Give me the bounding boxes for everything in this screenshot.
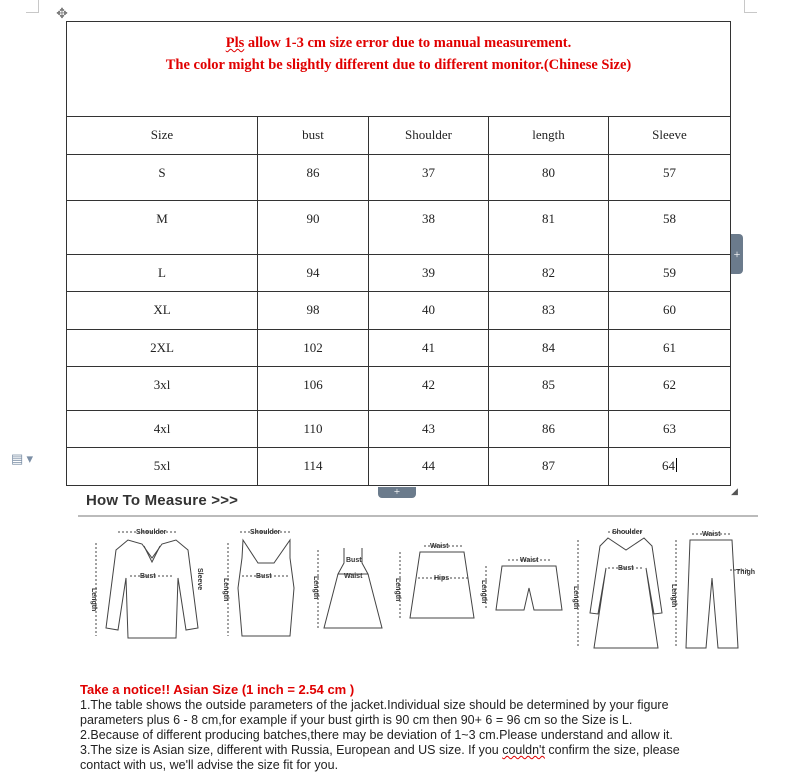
label-length: Length (394, 578, 401, 602)
table-row (67, 411, 731, 448)
label-length: Length (480, 580, 487, 604)
sleeve-cell[interactable] (609, 448, 731, 486)
shoulder-cell[interactable]: 44 (369, 448, 489, 486)
tank-top-diagram (222, 529, 294, 636)
sleeve-cell[interactable]: 58 (609, 201, 731, 255)
header-bust[interactable]: bust (258, 117, 369, 155)
shoulder-cell[interactable]: 38 (369, 201, 489, 255)
label-shoulder: Shoulder (612, 529, 643, 536)
sleeve-cell[interactable]: 61 (609, 330, 731, 367)
bust-cell[interactable]: 98 (258, 292, 369, 330)
size-cell[interactable]: 5xl (67, 448, 258, 486)
label-bust: Bust (346, 557, 362, 564)
dress-diagram (312, 548, 382, 628)
blouse-diagram (90, 529, 203, 638)
label-length: Length (312, 576, 319, 600)
text-cursor (676, 458, 677, 472)
shoulder-cell[interactable]: 40 (369, 292, 489, 330)
size-cell[interactable]: S (67, 155, 258, 201)
length-cell[interactable]: 85 (489, 367, 609, 411)
label-hips: Hips (434, 575, 450, 582)
label-waist: Waist (702, 531, 721, 538)
header-sleeve[interactable]: Sleeve (609, 117, 731, 155)
how-to-measure-title: How To Measure >>> (86, 492, 239, 509)
label-waist: Waist (520, 557, 539, 564)
table-resize-handle-icon[interactable]: ◢ (731, 486, 738, 496)
size-cell[interactable]: 3xl (67, 367, 258, 411)
bust-cell[interactable]: 86 (258, 155, 369, 201)
notice-line-2: The color might be slightly different due to different monitor.(Chinese Size) (165, 57, 632, 73)
skirt-diagram (394, 543, 474, 618)
take-notice-line-2: parameters plus 6 - 8 cm,for example if your bust girth is 90 cm then 90+ 6 = 96 cm so the Size is L. (80, 713, 633, 727)
label-bust: Bust (618, 565, 634, 572)
notice-cell[interactable] (67, 22, 731, 117)
table-row (67, 367, 731, 411)
size-cell[interactable]: XL (67, 292, 258, 330)
sleeve-cell[interactable]: 60 (609, 292, 731, 330)
notice-line-1: allow 1-3 cm size error due to manual measurement. (244, 35, 572, 51)
bust-cell[interactable]: 102 (258, 330, 369, 367)
document-outline-icon[interactable]: ▤ ▾ (11, 451, 34, 466)
table-row (67, 292, 731, 330)
header-row (67, 117, 731, 155)
header-length[interactable]: length (489, 117, 609, 155)
label-shoulder: Shoulder (250, 529, 281, 536)
size-cell[interactable]: M (67, 201, 258, 255)
label-thigh: Thigh (736, 569, 756, 576)
table-row (67, 330, 731, 367)
length-cell[interactable]: 80 (489, 155, 609, 201)
page-corner-mark-left (26, 0, 39, 13)
label-bust: Bust (256, 573, 272, 580)
take-notice-section (80, 682, 780, 773)
take-notice-line-5: contact with us, we'll advise the size fit for you. (80, 758, 339, 772)
sleeve-cell-value: 64 (662, 458, 675, 473)
coat-diagram (572, 529, 662, 648)
trousers-diagram (670, 531, 755, 648)
length-cell[interactable]: 83 (489, 292, 609, 330)
label-length: Length (222, 578, 229, 602)
take-notice-line-3: 2.Because of different producing batches,there may be deviation of 1~3 cm.Please understand and allow it. (80, 728, 673, 742)
shoulder-cell[interactable]: 37 (369, 155, 489, 201)
length-cell[interactable]: 86 (489, 411, 609, 448)
bust-cell[interactable]: 114 (258, 448, 369, 486)
table-row (67, 448, 731, 486)
garment-diagrams (78, 488, 758, 668)
length-cell[interactable]: 82 (489, 255, 609, 292)
shoulder-cell[interactable]: 39 (369, 255, 489, 292)
shoulder-cell[interactable]: 41 (369, 330, 489, 367)
sleeve-cell[interactable]: 62 (609, 367, 731, 411)
insert-column-button[interactable]: + (378, 487, 416, 498)
bust-cell[interactable]: 110 (258, 411, 369, 448)
header-shoulder[interactable]: Shoulder (369, 117, 489, 155)
length-cell[interactable]: 81 (489, 201, 609, 255)
take-notice-line-1: 1.The table shows the outside parameters of the jacket.Individual size should be determined by your figure (80, 698, 669, 712)
bust-cell[interactable]: 90 (258, 201, 369, 255)
insert-row-button[interactable]: + (731, 234, 743, 274)
notice-line-1-lead: Pls (225, 35, 245, 51)
sleeve-cell[interactable]: 59 (609, 255, 731, 292)
take-notice-line-4a: 3.The size is Asian size, different with Russia, European and US size. If you (80, 743, 503, 757)
size-cell[interactable]: L (67, 255, 258, 292)
table-move-handle-icon[interactable]: ✥ (56, 7, 68, 22)
sleeve-cell[interactable]: 63 (609, 411, 731, 448)
sleeve-cell[interactable]: 57 (609, 155, 731, 201)
take-notice-line-4 (80, 743, 780, 758)
shorts-diagram (480, 557, 562, 610)
label-length: Length (670, 584, 677, 608)
take-notice-line-4b: confirm the size, please (544, 743, 680, 757)
size-chart-table[interactable] (66, 21, 731, 486)
notice-row (67, 22, 731, 117)
size-cell[interactable]: 2XL (67, 330, 258, 367)
bust-cell[interactable]: 94 (258, 255, 369, 292)
page-corner-mark-right (744, 0, 757, 13)
take-notice-title: Take a notice!! Asian Size (1 inch = 2.54 cm ) (80, 682, 355, 697)
label-waist: Waist (344, 573, 363, 580)
length-cell[interactable]: 84 (489, 330, 609, 367)
table-row (67, 255, 731, 292)
table-row (67, 201, 731, 255)
table-row (67, 155, 731, 201)
size-cell[interactable]: 4xl (67, 411, 258, 448)
label-sleeve: Sleeve (196, 568, 203, 591)
bust-cell[interactable]: 106 (258, 367, 369, 411)
take-notice-line-4-spellcheck: couldn't (502, 743, 545, 757)
length-cell[interactable]: 87 (489, 448, 609, 486)
label-length: Length (90, 588, 97, 612)
shoulder-cell[interactable]: 43 (369, 411, 489, 448)
label-waist: Waist (430, 543, 449, 550)
label-shoulder: Shoulder (136, 529, 167, 536)
header-size[interactable]: Size (67, 117, 258, 155)
label-length: Length (572, 586, 579, 610)
how-to-measure-image (78, 488, 758, 668)
label-bust: Bust (140, 573, 156, 580)
shoulder-cell[interactable]: 42 (369, 367, 489, 411)
